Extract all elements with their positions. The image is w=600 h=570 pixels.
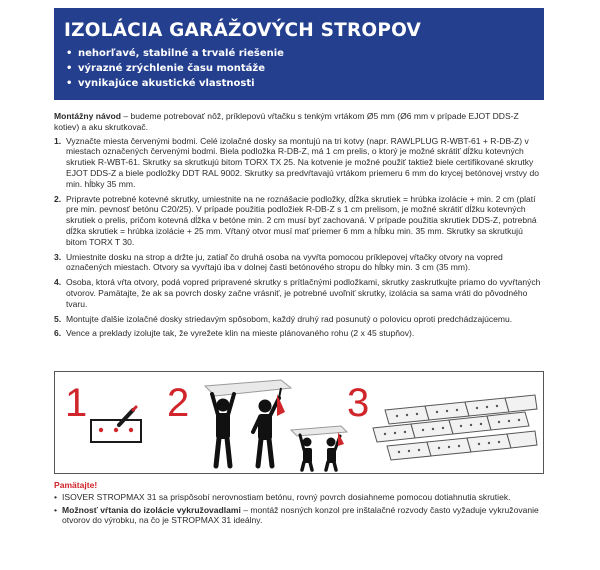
feature-item: • vynikajúce akustické vlastnosti: [64, 76, 534, 91]
step-number: 6.: [54, 328, 62, 339]
step-number: 4.: [54, 277, 62, 288]
board-marking-drawing: [91, 407, 141, 442]
feature-list: [64, 46, 534, 91]
step-number: 2.: [54, 193, 62, 204]
notes-heading: Pamätajte!: [54, 480, 98, 490]
step-4: [54, 277, 544, 309]
intro-paragraph: [54, 111, 544, 133]
figure-step-label-2: 2: [167, 381, 190, 425]
feature-item: • výrazné zrýchlenie času montáže: [64, 61, 534, 76]
installation-illustration: [54, 371, 544, 474]
step-text: Vence a preklady izolujte tak, že vyrežete klin na mieste plánovaného rohu (2 x 45 stupňov).: [66, 328, 415, 339]
step-text: Vyznačte miesta červenými bodmi. Celé izolačné dosky sa montujú na tri kotvy (napr. RAWLPLUG R-WBT-61 + R-DB-Z) v miestach označených červenými bodmi. Biela podložka R-DB-Z, má 1 cm prelis, o ktorý je možné skrátiť dĺžku kotevných skrutiek R-WBT-61. Skrutky sa skrutkujú bitom TORX TX 25. Na kotvenie je možné použiť taktiež biele certifikované skrutky EJOT DDS-Z a biele podložky DDT RAL 9002. Skrutky sa predvŕtavajú vrtákom priemeru 6 mm do krycej betónovej vrstvy do min. hĺbky 35 mm.: [66, 135, 539, 189]
page-title: IZOLÁCIA GARÁŽOVÝCH STROPOV: [64, 20, 422, 41]
step-text: Umiestnite dosku na strop a držte ju, zatiaľ čo druhá osoba na vyvŕta pomocou príklepovej vŕtačky otvory na vopred označených miestach. Otvory sa vyvŕtajú iba v dolnej časti betónového stropu do hĺbky min. 3 cm (35 mm).: [66, 251, 503, 273]
step-text: Montujte ďalšie izolačné dosky striedavým spôsobom, každý druhý rad posunutý o polovicu oproti predchádzajúcemu.: [66, 313, 513, 324]
remember-notes: [54, 480, 544, 528]
step-5: [54, 314, 544, 325]
header-banner: [54, 8, 544, 100]
step-number: 3.: [54, 251, 62, 262]
feature-item: • nehorľavé, stabilné a trvalé riešenie: [64, 46, 534, 61]
two-people-lifting-drawing: [205, 380, 347, 470]
note-item: [54, 505, 544, 527]
steps-list: [54, 136, 544, 340]
step-6: [54, 328, 544, 339]
instructions: [54, 111, 544, 343]
note-lead: Možnosť vŕtania do izolácie vykružovadlami: [62, 504, 241, 515]
note-item: [54, 492, 544, 503]
step-2: [54, 194, 544, 248]
staggered-layout-drawing: [373, 395, 537, 460]
figure-step-label-1: 1: [65, 381, 88, 425]
intro-lead: Montážny návod: [54, 111, 121, 121]
figure-step-label-3: 3: [347, 381, 370, 425]
step-number: 1.: [54, 135, 62, 146]
step-text: Pripravte potrebné kotevné skrutky, umiestnite na ne roznášacie podložky, dĺžka skrutiek = hrúbka izolácie + min. 2 cm (platí pre min. pevnosť betónu C20/25). V prípade použitia podložiek R-DB-Z s 1 cm prelisom, je možné skrátiť dĺžku kotevných skrutiek o prelis, pričom kotevná dĺžka v betóne min. 2 cm musí byť zachovaná. V prípade použitia skrutiek DDS-Z, potrebná dĺžka skrutiek = hrúbka izolácie + 25 mm. Vŕtaný otvor musí mať priemer 6 mm a hĺbku min. 35 mm. Skrutky sa skrutkujú bitom TORX T 30.: [66, 193, 537, 247]
step-text: Osoba, ktorá vŕta otvory, podá vopred pripravené skrutky s prítlačnými podložkami, skrutky zaskrutkujte priamo do vyvŕtaných otvorov. Pamätajte, že ak sa povrch dosky začne vrásniť, je potrebné uvoľniť skrutky, izolácia sa sama vráti do pôvodného tvaru.: [66, 277, 541, 309]
note-text: ISOVER STROPMAX 31 sa prispôsobí nerovnostiam betónu, rovný povrch dosiahneme pomocou dotiahnutia skrutiek.: [62, 491, 511, 502]
intro-text: – budeme potrebovať nôž, príklepovú vŕtačku s tenkým vrtákom Ø5 mm (Ø6 mm v prípade EJOT DDS-Z kotiev) a aku skrutkovač.: [54, 111, 519, 132]
illustration-svg: [55, 372, 545, 475]
step-1: [54, 136, 544, 190]
note-text: – montáž nosných konzol pre inštalačné rozvody často vyžaduje vykružovanie otvorov do výrobku, na čo je STROPMAX 31 ideálny.: [62, 504, 539, 526]
notes-list: [54, 492, 544, 526]
step-3: [54, 252, 544, 274]
step-number: 5.: [54, 313, 62, 324]
